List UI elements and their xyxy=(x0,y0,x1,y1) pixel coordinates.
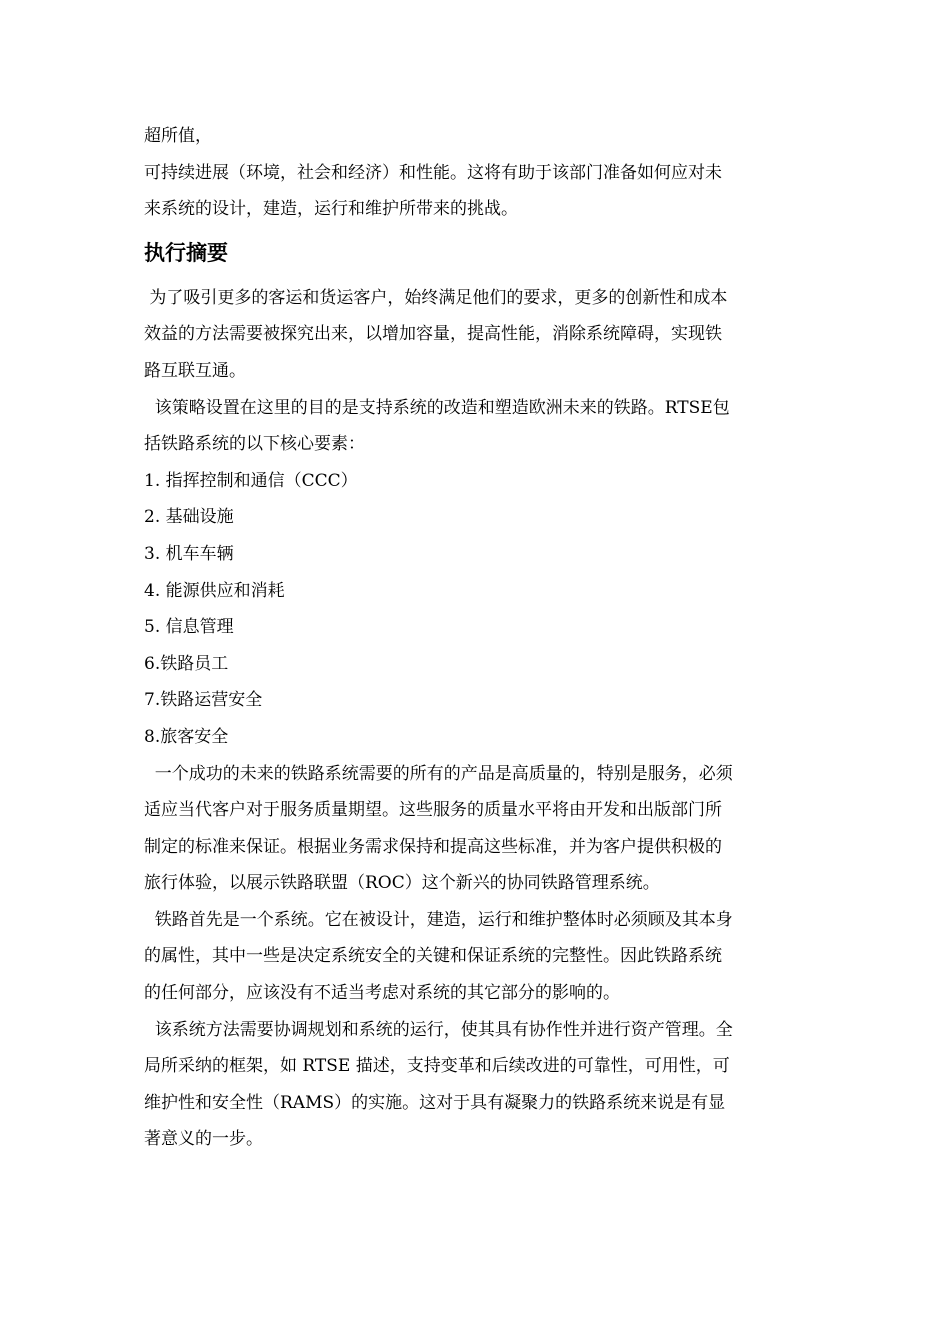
paragraph-line: 旅行体验，以展示铁路联盟（ROC）这个新兴的协同铁路管理系统。 xyxy=(144,873,660,894)
document-page xyxy=(144,118,808,1158)
section-heading: 执行摘要 xyxy=(144,240,228,265)
paragraph-line: 铁路首先是一个系统。它在被设计，建造，运行和维护整体时必须顾及其本身 xyxy=(144,909,733,930)
paragraph-2 xyxy=(144,390,808,463)
paragraph-3 xyxy=(144,756,808,902)
paragraph-line: 该系统方法需要协调规划和系统的运行，使其具有协作性并进行资产管理。全 xyxy=(144,1019,733,1040)
paragraph-line: 括铁路系统的以下核心要素： xyxy=(144,434,365,455)
paragraph-line: 该策略设置在这里的目的是支持系统的改造和塑造欧洲未来的铁路。RTSE包 xyxy=(144,397,730,418)
intro-line: 超所值， xyxy=(144,126,212,146)
list-item: 8.旅客安全 xyxy=(144,726,229,747)
paragraph-line: 的任何部分，应该没有不适当考虑对系统的其它部分的影响的。 xyxy=(144,983,620,1004)
list-item: 1. 指挥控制和通信（CCC） xyxy=(144,470,358,491)
paragraph-line: 维护性和安全性（RAMS）的实施。这对于具有凝聚力的铁路系统来说是有显 xyxy=(144,1092,726,1113)
list-item: 4. 能源供应和消耗 xyxy=(144,580,285,601)
list-item: 6.铁路员工 xyxy=(144,653,229,674)
paragraph-5 xyxy=(144,1012,808,1158)
paragraph-line: 著意义的一步。 xyxy=(144,1129,263,1150)
paragraph-line: 的属性，其中一些是决定系统安全的关键和保证系统的完整性。因此铁路系统 xyxy=(144,946,722,967)
paragraph-line: 局所采纳的框架，如 RTSE 描述，支持变革和后续改进的可靠性，可用性，可 xyxy=(144,1056,730,1077)
intro-line: 来系统的设计，建造，运行和维护所带来的挑战。 xyxy=(144,199,518,220)
paragraph-line: 一个成功的未来的铁路系统需要的所有的产品是高质量的，特别是服务，必须 xyxy=(144,763,733,784)
intro-paragraph xyxy=(144,118,808,228)
paragraph-line: 路互联互通。 xyxy=(144,360,246,381)
paragraph-line: 适应当代客户对于服务质量期望。这些服务的质量水平将由开发和出版部门所 xyxy=(144,800,722,821)
list-item: 3. 机车车辆 xyxy=(144,543,234,564)
list-item: 7.铁路运营安全 xyxy=(144,690,263,711)
paragraph-line: 为了吸引更多的客运和货运客户，始终满足他们的要求，更多的创新性和成本 xyxy=(144,287,728,308)
intro-line: 可持续进展（环境，社会和经济）和性能。这将有助于该部门准备如何应对未 xyxy=(144,162,722,183)
paragraph-1 xyxy=(144,280,808,390)
paragraph-line: 效益的方法需要被探究出来，以增加容量，提高性能，消除系统障碍，实现铁 xyxy=(144,324,722,345)
core-elements-list xyxy=(144,463,808,756)
paragraph-4 xyxy=(144,902,808,1012)
list-item: 5. 信息管理 xyxy=(144,617,234,638)
paragraph-line: 制定的标准来保证。根据业务需求保持和提高这些标准，并为客户提供积极的 xyxy=(144,836,722,857)
list-item: 2. 基础设施 xyxy=(144,507,234,528)
